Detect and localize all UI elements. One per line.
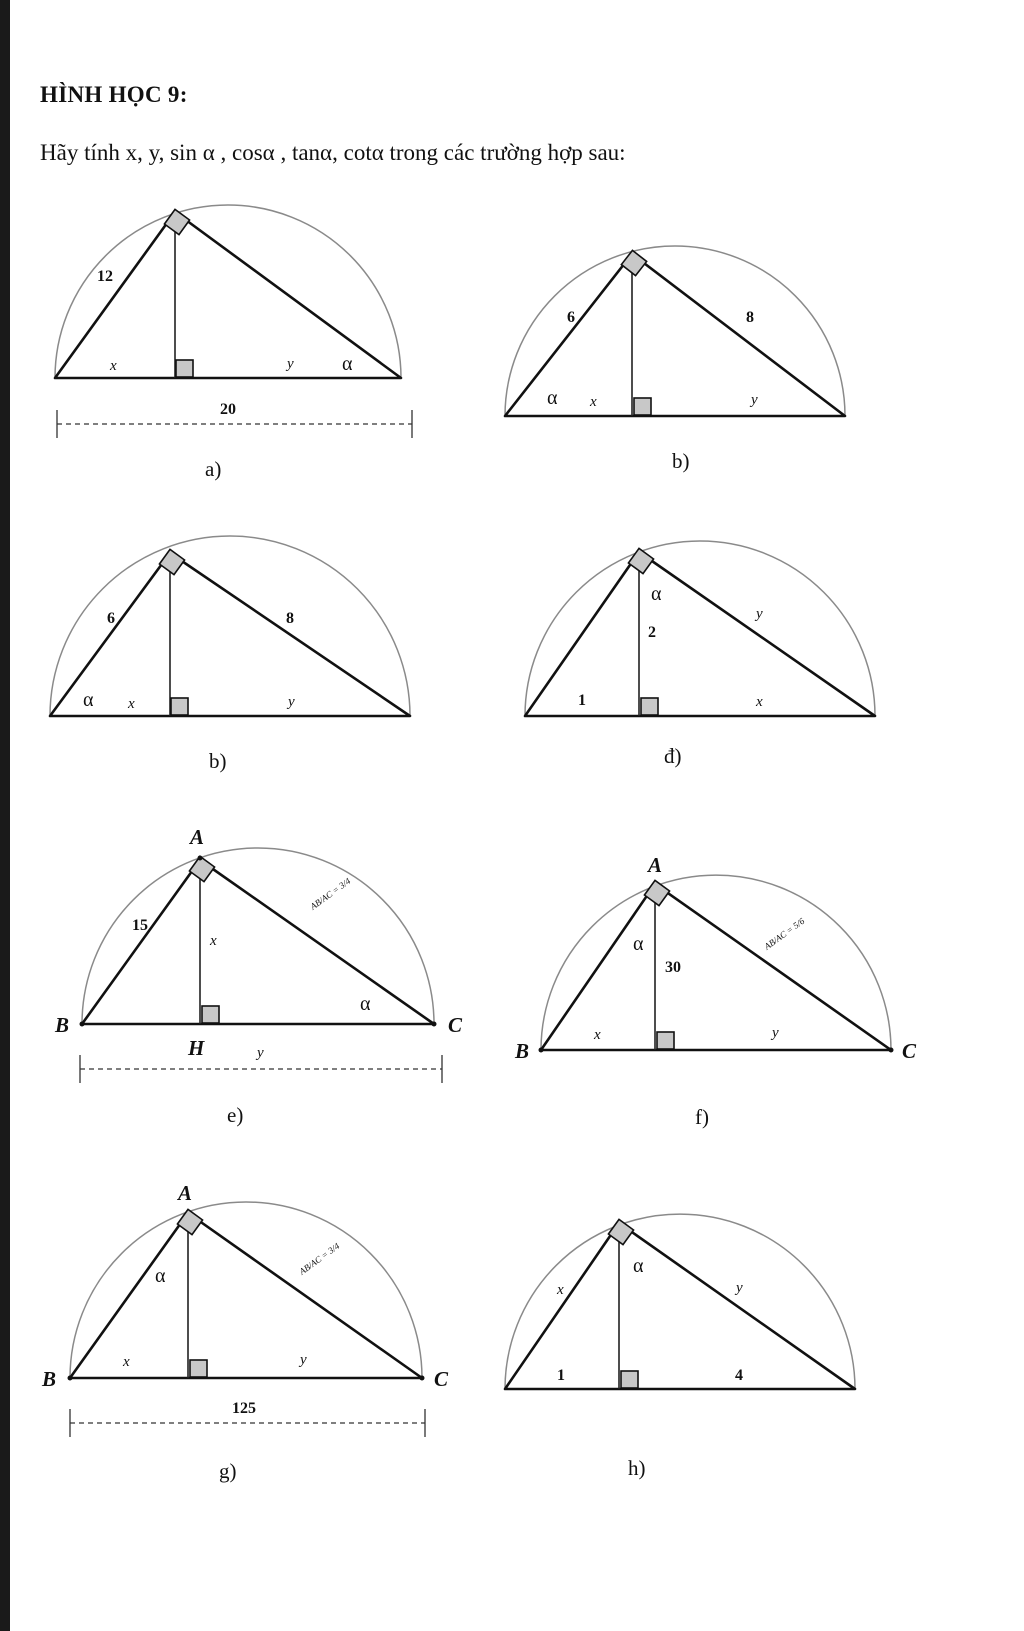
figure-b2-y-label: y [288, 694, 295, 710]
figure-e-y-label: y [257, 1045, 264, 1061]
figure-g-point-c [420, 1376, 425, 1381]
figure-h-left-seg-label: 1 [557, 1367, 565, 1384]
figure-a-x-label: x [110, 358, 117, 374]
figure-h [505, 1214, 855, 1480]
figure-d-right-angle-top [628, 548, 653, 573]
figure-b1-leg-left-label: 6 [567, 309, 575, 326]
figure-b1-alpha-label: α [547, 387, 558, 409]
figure-g-vertex-a: A [178, 1181, 193, 1205]
figure-h-y-label: y [736, 1280, 743, 1296]
figure-g-x-label: x [123, 1354, 130, 1370]
figure-f-caption: f) [695, 1105, 709, 1129]
figure-h-triangle [505, 1223, 855, 1389]
figure-g-alpha-label: α [155, 1265, 166, 1287]
figure-g-point-b [68, 1376, 73, 1381]
figure-h-alpha-label: α [633, 1255, 644, 1277]
figure-h-right-seg-label: 4 [735, 1367, 743, 1384]
figure-f-right-angle-top [644, 880, 669, 905]
figure-b1-x-label: x [590, 394, 597, 410]
figure-b1-right-angle-foot [634, 398, 651, 415]
figure-d-height-label: 2 [648, 624, 656, 641]
figure-f-semicircle [541, 875, 891, 1050]
figure-b1-y-label: y [751, 392, 758, 408]
figure-a-right-angle-top [164, 209, 189, 234]
figure-g-right-angle-top [177, 1209, 202, 1234]
figure-d [525, 541, 875, 768]
figure-b2-right-angle-foot [171, 698, 188, 715]
figure-h-x-label: x [557, 1282, 564, 1298]
figure-d-y-label: y [756, 606, 763, 622]
figure-g-y-label: y [300, 1352, 307, 1368]
figure-g-vertex-c: C [434, 1367, 449, 1391]
figure-f-height-label: 30 [665, 959, 681, 976]
worksheet-instruction: Hãy tính x, y, sin α , cosα , tanα, cotα trong các trường hợp sau: [40, 140, 626, 165]
figure-e-ratio-label: AB/AC = 3/4 [308, 875, 353, 912]
figure-d-caption: đ) [664, 744, 682, 768]
figure-e-triangle [82, 860, 434, 1024]
figure-f-y-label: y [772, 1025, 779, 1041]
figure-e-alpha-label: α [360, 993, 371, 1015]
worksheet-heading: HÌNH HỌC 9: [40, 82, 188, 107]
figure-a [55, 205, 412, 481]
figure-d-left-seg-label: 1 [578, 692, 586, 709]
figure-g-right-angle-foot [190, 1360, 207, 1377]
figure-b1-caption: b) [672, 449, 690, 473]
figure-g-vertex-b: B [42, 1367, 57, 1391]
figure-f-ratio-label: AB/AC = 5/6 [762, 915, 807, 952]
figure-b2 [50, 536, 410, 773]
figure-b2-triangle [50, 553, 410, 716]
figure-f-vertex-c: C [902, 1039, 917, 1063]
figure-b2-alpha-label: α [83, 689, 94, 711]
figure-b1-leg-right-label: 8 [746, 309, 754, 326]
figure-g [41, 1181, 449, 1483]
figure-g-caption: g) [219, 1459, 237, 1483]
figure-f-vertex-b: B [515, 1039, 530, 1063]
figure-f [514, 853, 917, 1129]
figure-a-right-angle-foot [176, 360, 193, 377]
figure-f-triangle [541, 884, 891, 1050]
figure-a-alpha-label: α [342, 353, 353, 375]
figure-f-point-b [539, 1048, 544, 1053]
figure-e-foot-h: H [188, 1036, 205, 1060]
figure-e-vertex-b: B [55, 1013, 70, 1037]
figure-f-right-angle-foot [657, 1032, 674, 1049]
figure-g-base-label: 125 [232, 1400, 256, 1417]
figure-h-semicircle [505, 1214, 855, 1389]
figure-d-alpha-label: α [651, 583, 662, 605]
figure-e-x-label: x [210, 933, 217, 949]
figure-e-point-a [198, 856, 203, 861]
figure-f-point-c [889, 1048, 894, 1053]
figure-e-point-c [432, 1022, 437, 1027]
figure-g-ratio-label: AB/AC = 3/4 [297, 1240, 342, 1277]
figure-h-right-angle-foot [621, 1371, 638, 1388]
figure-e-vertex-c: C [448, 1013, 463, 1037]
figure-b2-leg-left-label: 6 [107, 610, 115, 627]
figure-a-y-label: y [287, 356, 294, 372]
figure-f-x-label: x [594, 1027, 601, 1043]
figure-a-caption: a) [205, 457, 222, 481]
figure-b2-right-angle-top [159, 549, 184, 574]
figure-e-point-b [80, 1022, 85, 1027]
figure-a-base-label: 20 [220, 401, 236, 418]
figure-b2-caption: b) [209, 749, 227, 773]
figure-b2-semicircle [50, 536, 410, 716]
figure-a-leg-left-label: 12 [97, 268, 113, 285]
figure-g-semicircle [70, 1202, 422, 1378]
figure-b2-x-label: x [128, 696, 135, 712]
figure-b2-leg-right-label: 8 [286, 610, 294, 627]
figure-d-right-angle-foot [641, 698, 658, 715]
figure-f-alpha-label: α [633, 933, 644, 955]
figure-e-right-angle-foot [202, 1006, 219, 1023]
figure-h-caption: h) [628, 1456, 646, 1480]
figure-f-vertex-a: A [648, 853, 663, 877]
figure-b1 [505, 246, 845, 473]
figure-e-vertex-a: A [190, 825, 205, 849]
figure-d-x-label: x [756, 694, 763, 710]
figure-e-leg-left-label: 15 [132, 917, 148, 934]
figure-d-semicircle [525, 541, 875, 716]
figure-e [54, 825, 463, 1127]
figure-e-semicircle [82, 848, 434, 1024]
figure-h-right-angle-top [608, 1219, 633, 1244]
figure-e-caption: e) [227, 1103, 244, 1127]
